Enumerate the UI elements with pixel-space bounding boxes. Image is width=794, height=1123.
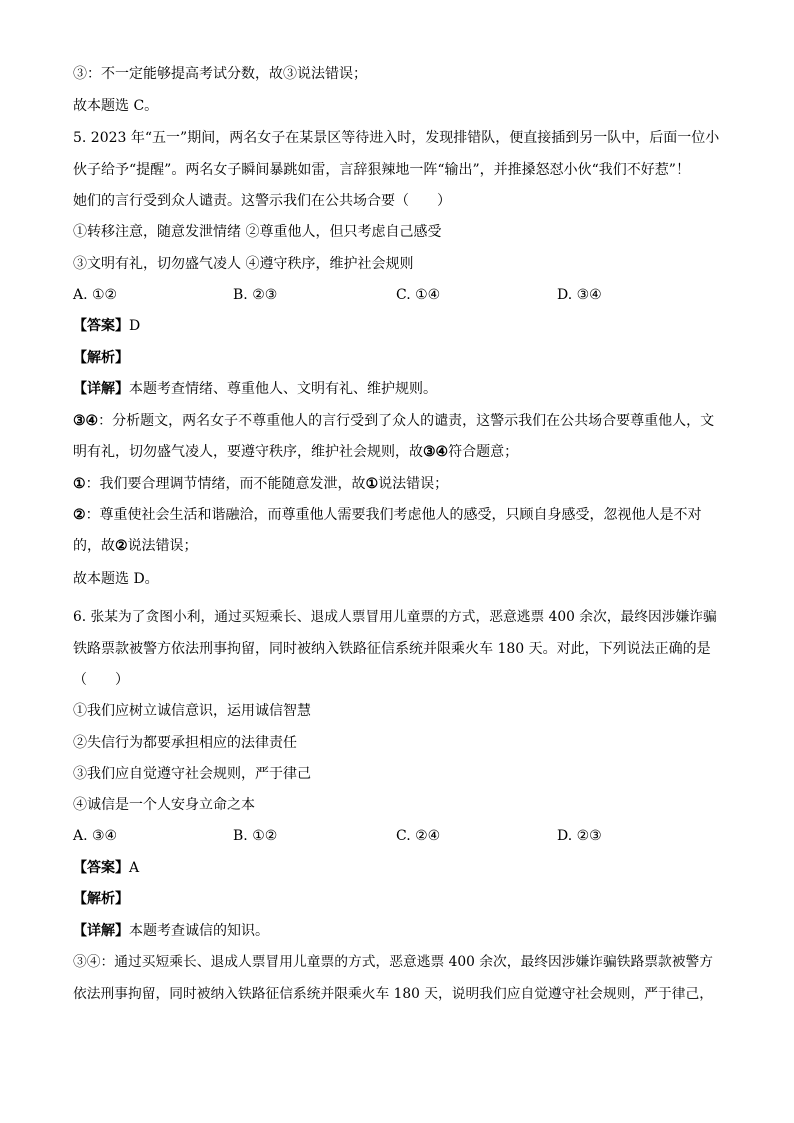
answer-tag: 【答案】 [73, 860, 129, 876]
q5-statements-line-1: ①转移注意，随意发泄情绪 ②尊重他人，但只考虑自己感受 [73, 224, 442, 240]
para-text: ：分析题文，两名女子不尊重他人的言行受到了众人的谴责，这警示我们在公共场合要尊重他人，文 [98, 413, 715, 429]
q5-option-c: C. ①④ [396, 287, 441, 303]
detail-tag: 【详解】 [73, 381, 129, 397]
para-ref: ③④ [423, 444, 449, 460]
q6-detail [73, 921, 269, 941]
q5-para1-line-2 [73, 442, 518, 462]
detail-text: 本题考查诚信的知识。 [129, 923, 269, 939]
q5-para2 [73, 474, 448, 494]
q5-stem-line-2: 伙子给予“提醒”。两名女子瞬间暴跳如雷，言辞狠辣地一阵“输出”，并推搡怒怼小伙“我们不好惹”！ [73, 162, 690, 178]
q5-para3-line-1 [73, 505, 702, 525]
q5-statements-line-2: ③文明有礼，切勿盛气凌人 ④遵守秩序，维护社会规则 [73, 256, 414, 272]
q6-stem-line-2: 铁路票款被警方依法刑事拘留，同时被纳入铁路征信系统并限乘火车 180 天。对此，下列说法正确的是 [73, 641, 711, 657]
q5-option-b: B. ②③ [233, 287, 278, 303]
para-text: 符合题意； [448, 444, 519, 460]
q5-analysis-tag: 【解析】 [73, 350, 129, 366]
para-ref: ① [365, 476, 379, 492]
q5-option-a: A. ①② [73, 287, 118, 303]
q6-statement-2: ②失信行为都要承担相应的法律责任 [73, 735, 297, 751]
para-text: ：我们要合理调节情绪，而不能随意发泄，故 [85, 476, 366, 492]
q5-answer [73, 316, 140, 336]
q6-statement-1: ①我们应树立诚信意识，运用诚信智慧 [73, 703, 311, 719]
q6-option-b: B. ①② [233, 828, 278, 844]
q6-statement-3: ③我们应自觉遵守社会规则，严于律己 [73, 766, 311, 782]
para-lead: ③④ [73, 413, 99, 429]
para-text: ：尊重使社会生活和谐融洽，而尊重他人需要我们考虑他人的感受，只顾自身感受，忽视他人是不对 [85, 507, 702, 523]
answer-value: D [129, 318, 141, 334]
q4-conclusion: 故本题选 C。 [73, 98, 159, 114]
q6-para1-line-2: 依法刑事拘留，同时被纳入铁路征信系统并限乘火车 180 天，说明我们应自觉遵守社会规则，严于律己， [73, 986, 713, 1002]
detail-tag: 【详解】 [73, 923, 129, 939]
q4-explanation-line: ③：不一定能够提高考试分数，故③说法错误； [73, 66, 367, 82]
detail-text: 本题考查情绪、尊重他人、文明有礼、维护规则。 [129, 381, 437, 397]
answer-value: A [129, 860, 140, 876]
para-text: 说法错误； [127, 538, 198, 554]
q5-detail [73, 379, 437, 399]
para-lead: ② [73, 507, 86, 523]
para-text: 说法错误； [378, 476, 449, 492]
q6-statement-4: ④诚信是一个人安身立命之本 [73, 797, 255, 813]
q6-stem-line-1: 6. 张某为了贪图小利，通过买短乘长、退成人票冒用儿童票的方式，恶意逃票 400 余次，最终因涉嫌诈骗 [73, 609, 717, 625]
q5-para3-line-2 [73, 536, 198, 556]
para-text: 明有礼，切勿盛气凌人，要遵守秩序，维护社会规则，故 [73, 444, 423, 460]
q5-stem-line-1: 5. 2023 年“五一”期间，两名女子在某景区等待进入时，发现排错队，便直接插到另一队中，后面一位小 [73, 130, 720, 146]
q6-answer [73, 858, 139, 878]
answer-tag: 【答案】 [73, 318, 129, 334]
q5-stem-line-3: 她们的言行受到众人谴责。这警示我们在公共场合要（ ） [73, 193, 451, 209]
q6-option-a: A. ③④ [73, 828, 118, 844]
q6-option-c: C. ②④ [396, 828, 441, 844]
q5-option-d: D. ③④ [557, 287, 602, 303]
q6-para1-line-1: ③④：通过买短乘长、退成人票冒用儿童票的方式，恶意逃票 400 余次，最终因涉嫌诈骗铁路票款被警方 [73, 954, 713, 970]
q6-analysis-tag: 【解析】 [73, 891, 129, 907]
q6-option-d: D. ②③ [557, 828, 602, 844]
para-lead: ① [73, 476, 86, 492]
q6-stem-line-3: （ ） [73, 672, 129, 688]
q5-conclusion: 故本题选 D。 [73, 571, 159, 587]
para-text: 的，故 [73, 538, 115, 554]
q5-para1-line-1 [73, 411, 714, 431]
para-ref: ② [115, 538, 128, 554]
